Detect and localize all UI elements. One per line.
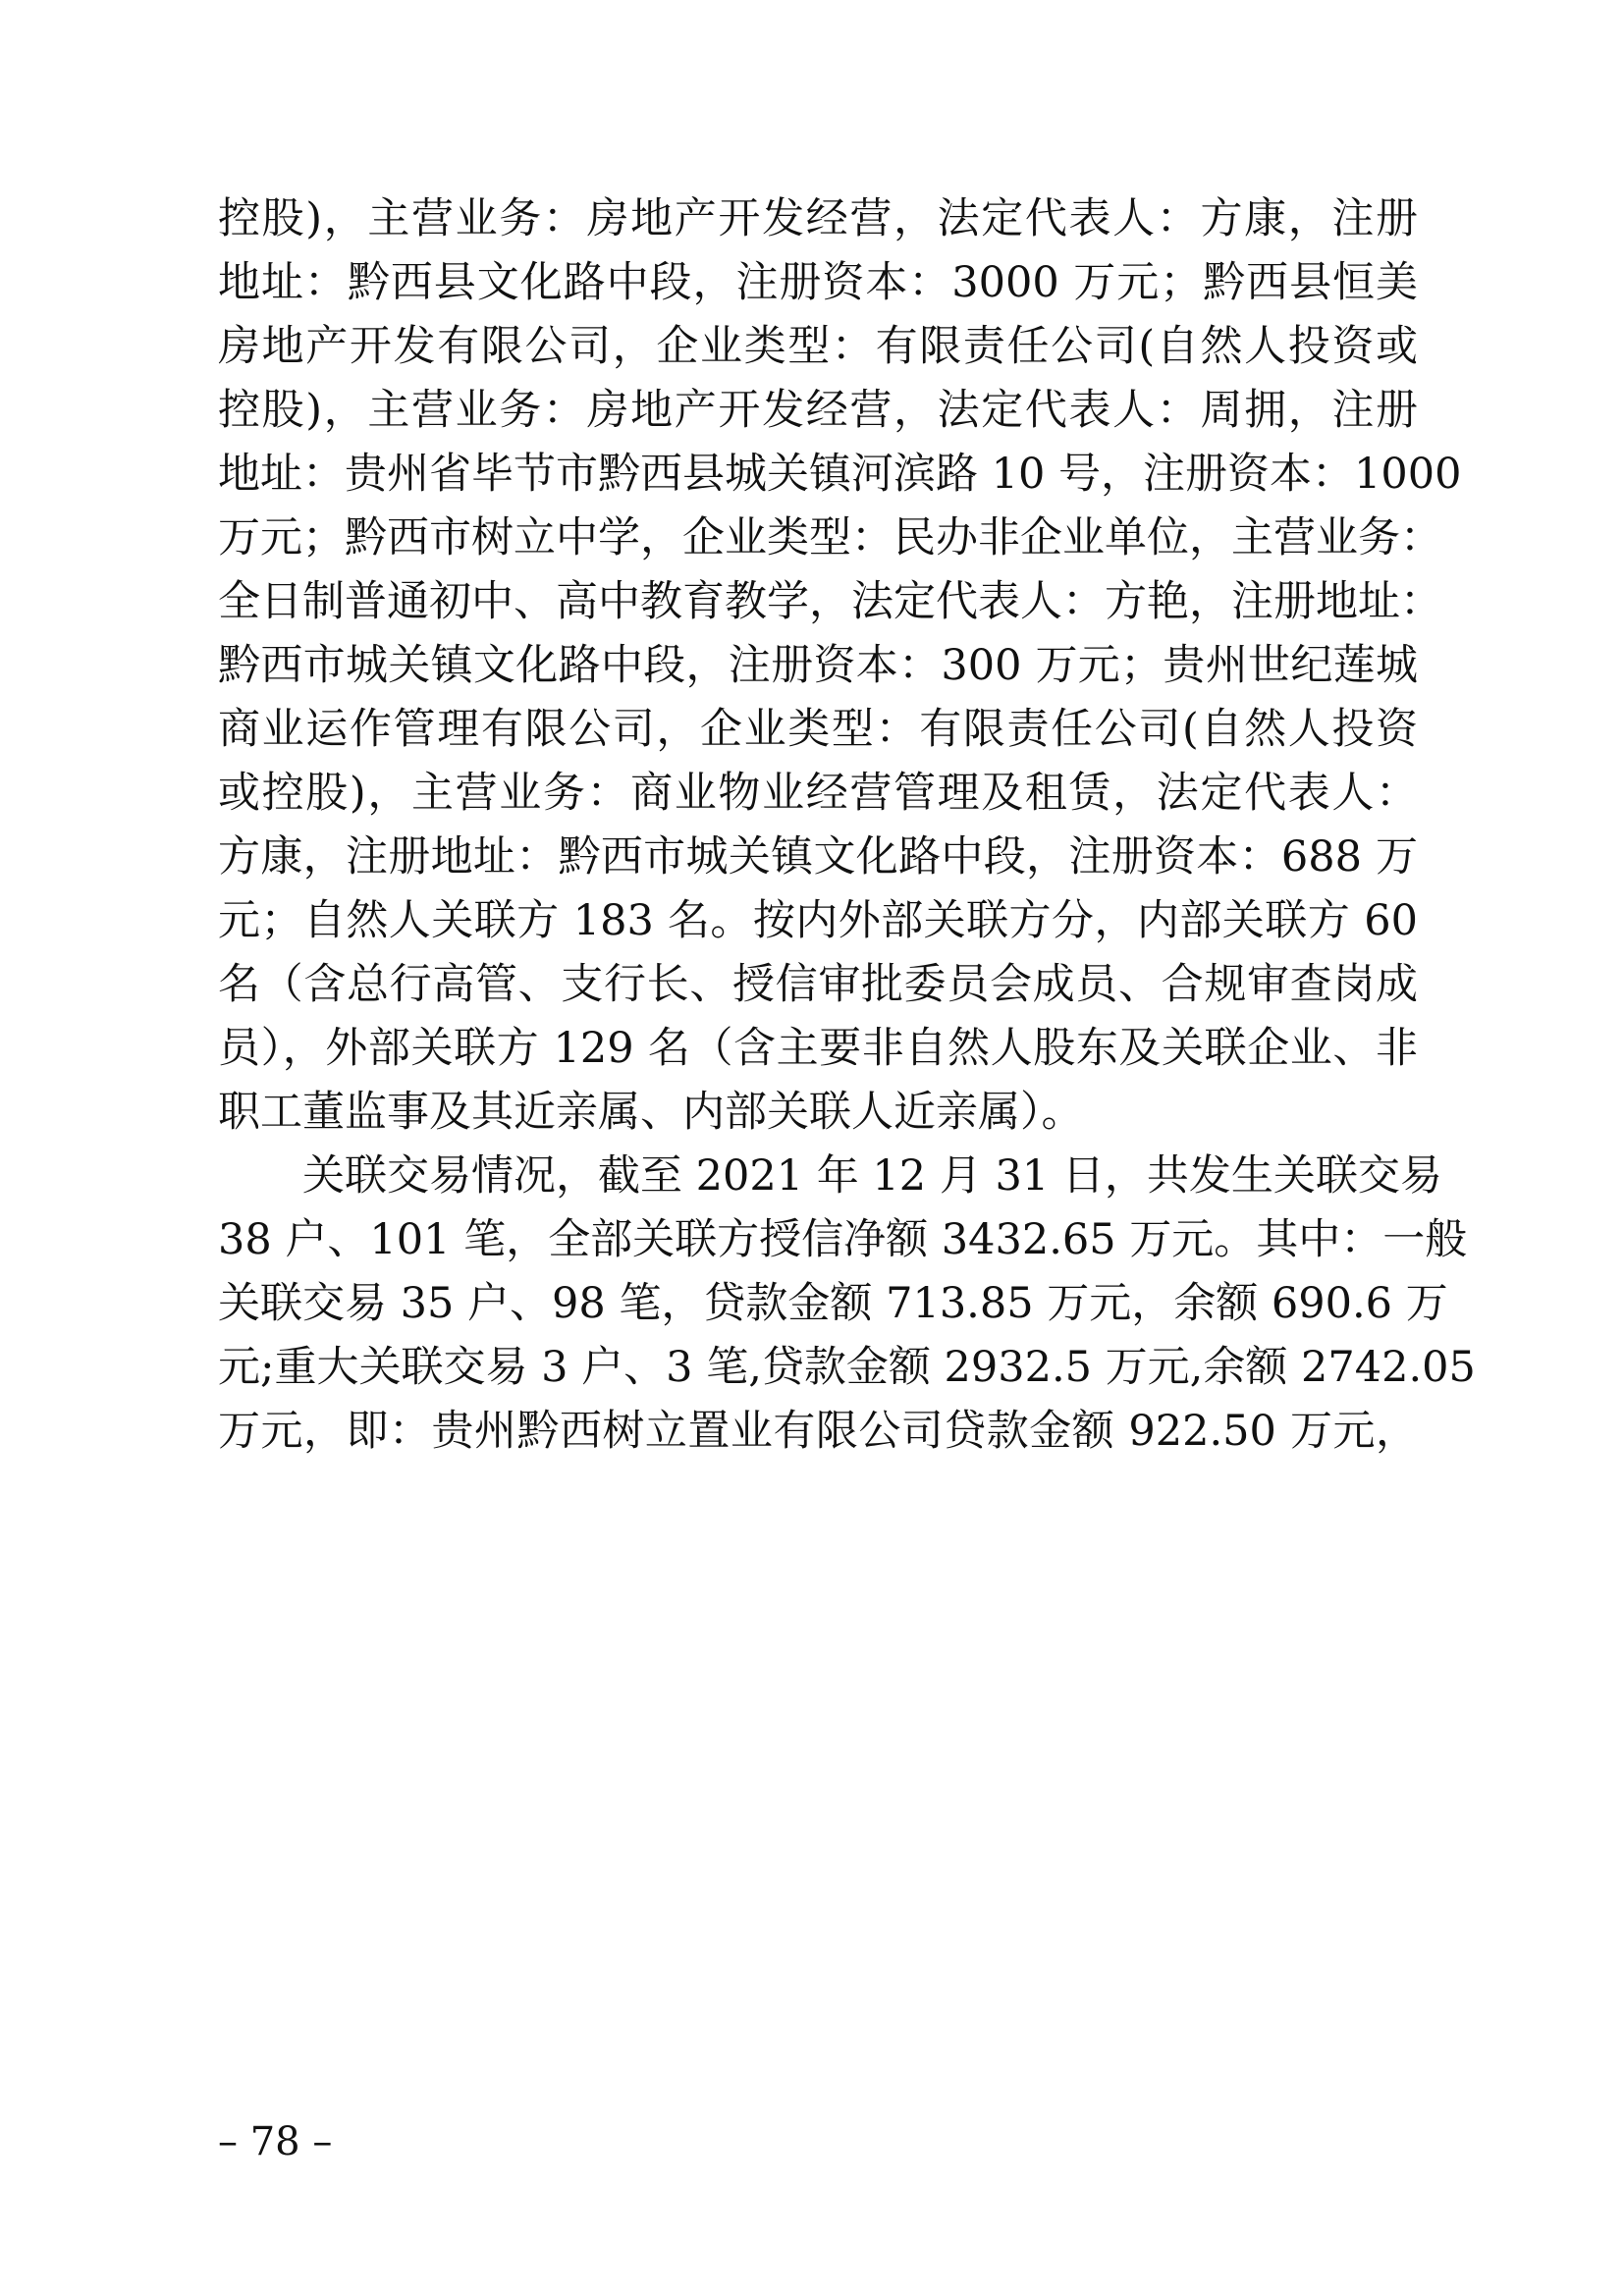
text-line-11: 方康，注册地址：黔西市城关镇文化路中段，注册资本：688 万	[218, 832, 1418, 881]
text-line-8: 黔西市城关镇文化路中段，注册资本：300 万元；贵州世纪莲城	[218, 641, 1418, 690]
text-line-15: 职工董监事及其近亲属、内部关联人近亲属）。	[218, 1088, 1084, 1137]
page-number: – 78 –	[218, 2119, 333, 2164]
text-line-13: 名（含总行高管、支行长、授信审批委员会成员、合规审查岗成	[218, 960, 1418, 1009]
text-line-20: 万元，即：贵州黔西树立置业有限公司贷款金额 922.50 万元，	[218, 1407, 1418, 1456]
text-line-6: 万元；黔西市树立中学，企业类型：民办非企业单位，主营业务：	[218, 513, 1442, 562]
text-line-17: 38 户、101 笔，全部关联方授信净额 3432.65 万元。其中：一般	[218, 1215, 1468, 1264]
text-line-3: 房地产开发有限公司，企业类型：有限责任公司(自然人投资或	[218, 322, 1418, 371]
text-line-16: 关联交易情况，截至 2021 年 12 月 31 日，共发生关联交易	[218, 1151, 1442, 1201]
text-line-2: 地址：黔西县文化路中段，注册资本：3000 万元；黔西县恒美	[218, 258, 1418, 307]
text-line-12: 元；自然人关联方 183 名。按内外部关联方分，内部关联方 60	[218, 896, 1418, 945]
text-line-19: 元;重大关联交易 3 户、3 笔,贷款金额 2932.5 万元,余额 2742.05	[218, 1343, 1476, 1392]
text-line-4: 控股)，主营业务：房地产开发经营，法定代表人：周拥，注册	[218, 386, 1418, 435]
text-line-18: 关联交易 35 户、98 笔，贷款金额 713.85 万元，余额 690.6 万	[218, 1279, 1448, 1328]
text-line-5: 地址：贵州省毕节市黔西县城关镇河滨路 10 号，注册资本：1000	[218, 450, 1462, 499]
text-line-10: 或控股)，主营业务：商业物业经营管理及租赁，法定代表人：	[218, 769, 1418, 818]
text-line-14: 员），外部关联方 129 名（含主要非自然人股东及关联企业、非	[218, 1024, 1418, 1073]
text-line-9: 商业运作管理有限公司，企业类型：有限责任公司(自然人投资	[218, 705, 1418, 754]
text-line-7: 全日制普通初中、高中教育教学，法定代表人：方艳，注册地址：	[218, 577, 1442, 626]
text-line-1: 控股)，主营业务：房地产开发经营，法定代表人：方康，注册	[218, 194, 1418, 243]
